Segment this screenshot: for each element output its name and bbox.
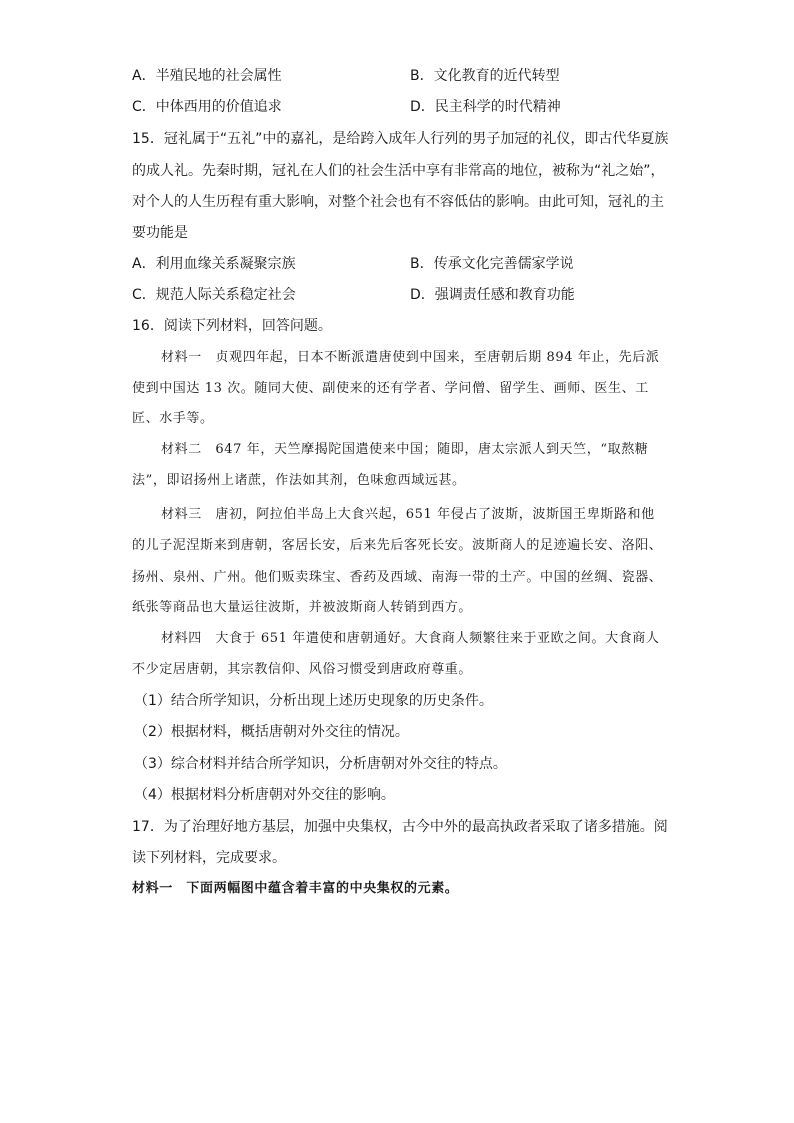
q14-option-d: D．民主科学的时代精神 — [410, 99, 561, 115]
q15-option-d: D．强调责任感和教育功能 — [410, 287, 575, 303]
q16-subquestion-1: （1）结合所学知识，分析出现上述历史现象的历史条件。 — [134, 693, 493, 709]
q16-material-1-line-3: 匠、水手等。 — [132, 411, 214, 426]
q17-material-1: 材料一 下面两幅图中蕴含着丰富的中央集权的元素。 — [132, 881, 459, 896]
q15-option-a: A．利用血缘关系凝聚宗族 — [132, 256, 296, 272]
q16-material-4-line-2: 不少定居唐朝，其宗教信仰、风俗习惯受到唐政府尊重。 — [132, 662, 473, 677]
q15-stem-line-2: 的成人礼。先秦时期，冠礼在人们的社会生活中享有非常高的地位，被称为“礼之始”， — [132, 163, 665, 179]
q16-material-1-line-1: 材料一 贞观四年起，日本不断派遣唐使到中国来，至唐朝后期 894 年止，先后派 — [161, 350, 660, 365]
q16-material-3-line-4: 纸张等商品也大量运往波斯，并被波斯商人转销到西方。 — [132, 600, 473, 615]
q15-option-c: C．规范人际关系稳定社会 — [132, 287, 296, 303]
q16-material-2-line-1: 材料二 647 年，天竺摩揭陀国遣使来中国；随即，唐太宗派人到天竺，“取熬糖 — [161, 442, 649, 457]
q16-material-4-line-1: 材料四 大食于 651 年遣使和唐朝通好。大食商人频繁往来于亚欧之间。大食商人 — [161, 631, 660, 646]
q16-material-1-line-2: 使到中国达 13 次。随同大使、副使来的还有学者、学问僧、留学生、画师、医生、工 — [132, 381, 649, 396]
q16-subquestion-3: （3）综合材料并结合所学知识，分析唐朝对外交往的特点。 — [134, 756, 507, 772]
q14-option-a: A．半殖民地的社会属性 — [132, 68, 282, 84]
q16-material-3-line-2: 的儿子泥涅斯来到唐朝，客居长安，后来先后客死长安。波斯商人的足迹遍长安、洛阳、 — [132, 538, 663, 553]
q15-stem-line-1: 15．冠礼属于“五礼”中的嘉礼，是给跨入成年人行列的男子加冠的礼仪，即古代华夏族 — [132, 131, 669, 147]
q16-subquestion-4: （4）根据材料分析唐朝对外交往的影响。 — [134, 787, 395, 803]
q16-stem: 16．阅读下列材料，回答问题。 — [132, 318, 332, 334]
q16-material-2-line-2: 法”，即诏扬州上诸蔗，作法如其剂，色味愈西域远甚。 — [132, 473, 466, 488]
q15-stem-line-4: 要功能是 — [132, 225, 188, 241]
q14-option-c: C．中体西用的价值追求 — [132, 99, 282, 115]
q17-stem-line-1: 17．为了治理好地方基层，加强中央集权，古今中外的最高执政者采取了诸多措施。阅 — [132, 819, 668, 835]
q14-option-b: B．文化教育的近代转型 — [410, 68, 560, 84]
q17-stem-line-2: 读下列材料，完成要求。 — [132, 850, 286, 866]
q15-stem-line-3: 对个人的人生历程有重大影响，对整个社会也有不容低估的影响。由此可知，冠礼的主 — [132, 194, 664, 210]
q16-subquestion-2: （2）根据材料，概括唐朝对外交往的情况。 — [134, 724, 409, 740]
q16-material-3-line-1: 材料三 唐初，阿拉伯半岛上大食兴起，651 年侵占了波斯，波斯国王卑斯路和他 — [161, 507, 655, 522]
q16-material-3-line-3: 扬州、泉州、广州。他们贩卖珠宝、香药及西域、南海一带的土产。中国的丝绸、瓷器、 — [132, 570, 663, 585]
q15-option-b: B．传承文化完善儒家学说 — [410, 256, 574, 272]
